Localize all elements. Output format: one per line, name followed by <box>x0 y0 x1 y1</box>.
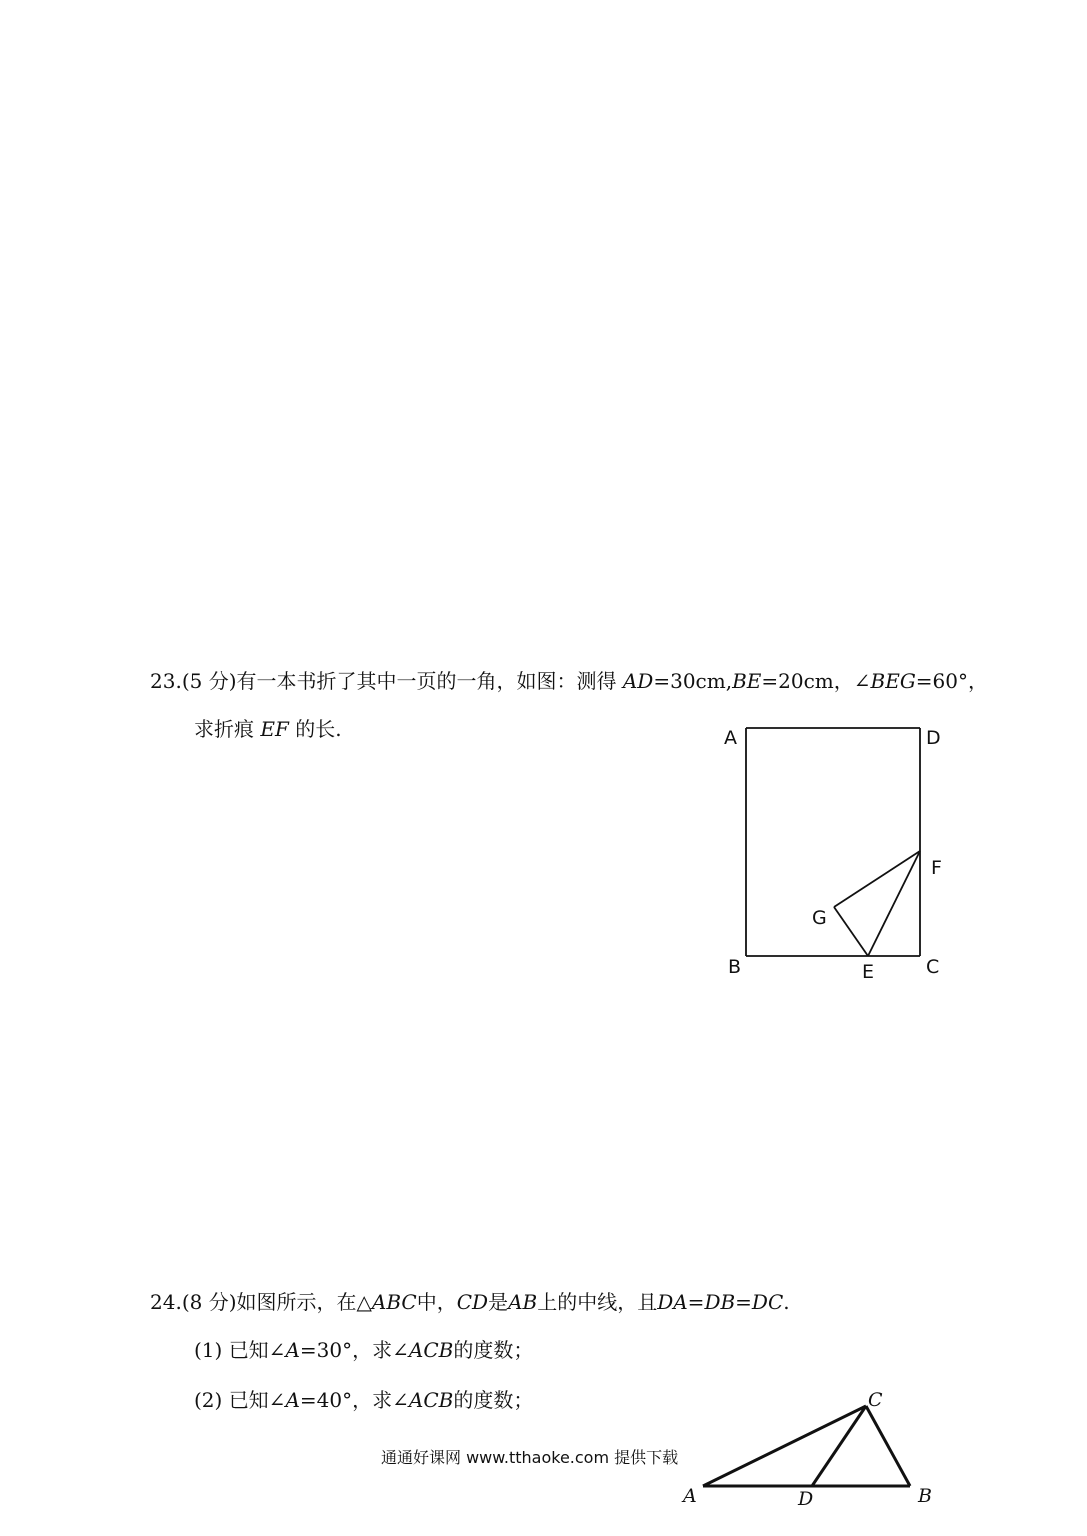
q24-sub2-a: A <box>285 1388 300 1412</box>
q24-sub2-pre: (2) 已知∠ <box>194 1388 286 1412</box>
q24-figure <box>703 1406 910 1486</box>
q24-points: (8 分) <box>181 1290 237 1314</box>
q23-ad: AD <box>622 669 654 693</box>
q24-text4: 上的中线，且 <box>537 1290 658 1314</box>
q24-sub2-acb: ACB <box>408 1388 454 1412</box>
footer-watermark: 通通好课网 www.tthaoke.com 提供下载 <box>381 1448 679 1467</box>
q23-ask-post: 的长. <box>295 717 342 741</box>
q23-beg: BEG <box>870 669 916 693</box>
q23-label-f: F <box>931 857 942 879</box>
q23-text1: 有一本书折了其中一页的一角，如图：测得 <box>236 669 617 693</box>
q24-cd: CD <box>456 1290 489 1314</box>
q24-sub1-post: 的度数； <box>453 1338 534 1362</box>
q23-be: BE <box>732 669 762 693</box>
q23-eq1: =30cm, <box>653 669 733 693</box>
q24-abc: ABC <box>371 1290 417 1314</box>
q24-text5: . <box>783 1290 790 1314</box>
q23-label-e: E <box>862 961 875 983</box>
q24-da-db-dc: DA=DB=DC <box>657 1290 784 1314</box>
q23-ef: EF <box>260 717 289 741</box>
q24-edge-cb <box>866 1406 910 1486</box>
q23-label-a: A <box>724 727 737 749</box>
q24-sub1-acb: ACB <box>408 1338 454 1362</box>
q24-label-c: C <box>868 1389 883 1411</box>
q24-edge-ac <box>703 1406 866 1486</box>
q23-eq2: =20cm，∠ <box>761 669 871 693</box>
q24-sub2-post: 的度数； <box>453 1388 534 1412</box>
q24-label-d: D <box>798 1488 814 1510</box>
q24-text1: 如图所示，在△ <box>236 1290 372 1314</box>
q23-label-c: C <box>926 956 940 978</box>
q24-sub1-a: A <box>285 1338 300 1362</box>
q23-label-b: B <box>728 956 742 978</box>
q23-number: 23. <box>150 669 182 693</box>
q24-label-a: A <box>683 1485 697 1507</box>
q24-ab: AB <box>508 1290 538 1314</box>
q23-ask-pre: 求折痕 <box>194 717 254 741</box>
q24-sub1-val: =30°，求∠ <box>299 1338 409 1362</box>
q24-text2: 中， <box>416 1290 457 1314</box>
q23-label-g: G <box>812 907 827 929</box>
q24-text3: 是 <box>488 1290 509 1314</box>
q24-label-b: B <box>918 1485 932 1507</box>
q24-sub1-pre: (1) 已知∠ <box>194 1338 286 1362</box>
q23-figure <box>746 728 920 956</box>
q24-sub2-val: =40°，求∠ <box>299 1388 409 1412</box>
q23-segment-ge <box>834 907 868 956</box>
q23-eq3: =60°， <box>915 669 989 693</box>
q23-label-d: D <box>926 727 941 749</box>
q23-segment-ef <box>868 851 920 956</box>
q24-number: 24. <box>150 1290 182 1314</box>
q23-points: (5 分) <box>181 669 237 693</box>
